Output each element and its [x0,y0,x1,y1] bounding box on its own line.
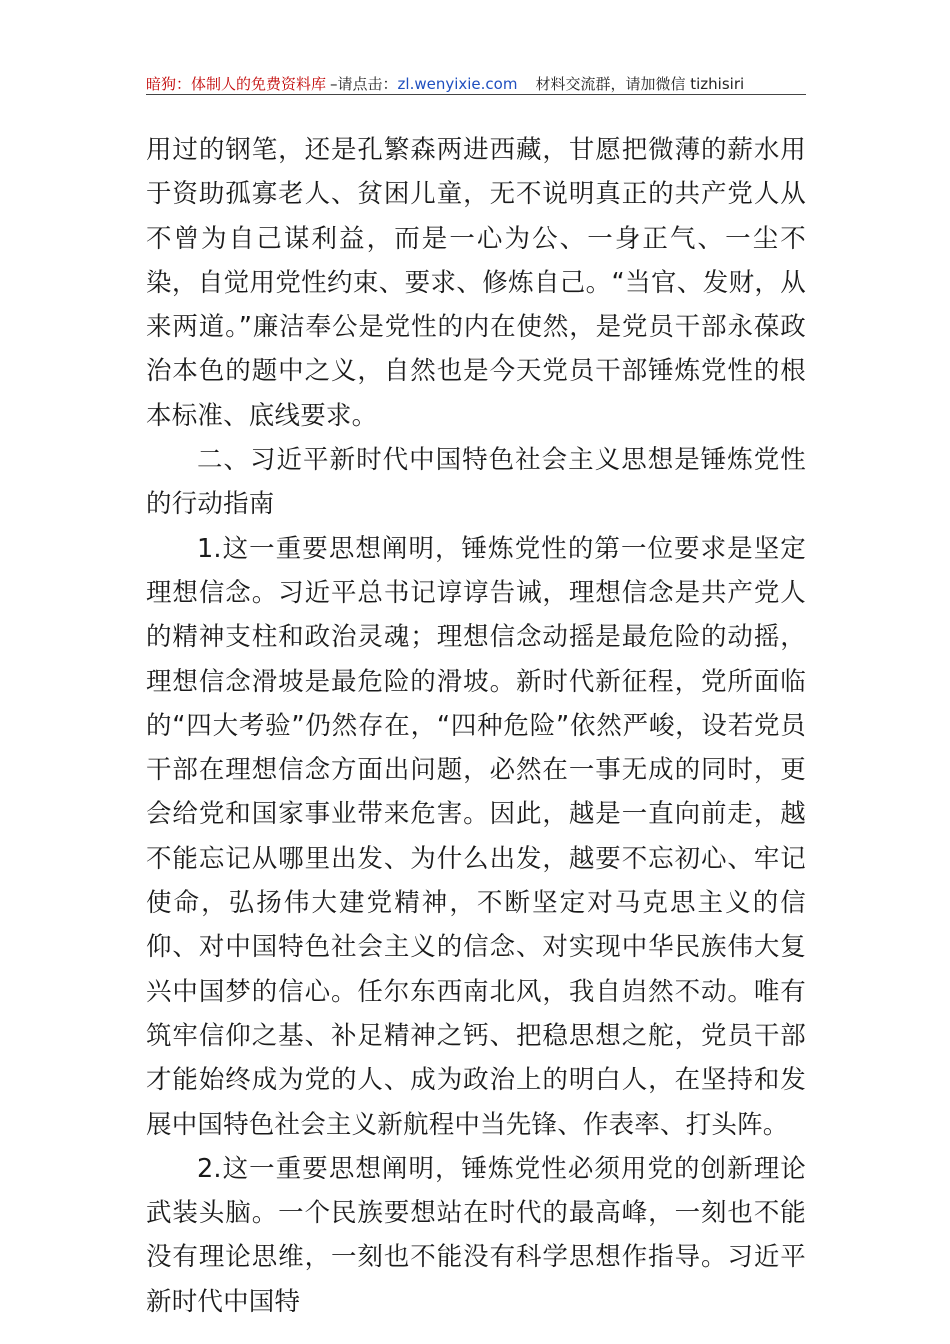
header-brand: 暗狗：体制人的免费资料库 [146,75,327,93]
page-header [146,70,806,95]
paragraph-point-2: 2.这一重要思想阐明，锤炼党性必须用党的创新理论武装头脑。一个民族要想站在时代的最高峰，一刻也不能没有理论思维，一刻也不能没有科学思想作指导。习近平新时代中国特 [146,1153,806,1317]
header-contact: 材料交流群，请加微信 tizhisiri [535,75,745,93]
paragraph-continuation: 用过的钢笔，还是孔繁森两进西藏，甘愿把微薄的薪水用于资助孤寡老人、贫困儿童，无不说明真正的共产党人从不曾为自己谋利益，而是一心为公、一身正气、一尘不染，自觉用党性约束、要求、修炼自己。“当官、发财，从来两道。”廉洁奉公是党性的内在使然，是党员干部永葆政治本色的题中之义，自然也是今天党员干部锤炼党性的根本标准、底线要求。 [146,135,806,431]
paragraph-point-1: 1.这一重要思想阐明，锤炼党性的第一位要求是坚定理想信念。习近平总书记谆谆告诫，理想信念是共产党人的精神支柱和政治灵魂；理想信念动摇是最危险的动摇，理想信念滑坡是最危险的滑坡。新时代新征程，党所面临的“四大考验”仍然存在，“四种危险”依然严峻，设若党员干部在理想信念方面出问题，必然在一事无成的同时，更会给党和国家事业带来危害。因此，越是一直向前走，越不能忘记从哪里出发、为什么出发，越要不忘初心、牢记使命，弘扬伟大建党精神，不断坚定对马克思主义的信仰、对中国特色社会主义的信念、对实现中华民族伟大复兴中国梦的信心。任尔东西南北风，我自岿然不动。唯有筑牢信仰之基、补足精神之钙、把稳思想之舵，党员干部才能始终成为党的人、成为政治上的明白人，在坚持和发展中国特色社会主义新航程中当先锋、作表率、打头阵。 [146,533,806,1140]
document-body [146,128,806,1324]
header-link[interactable]: zl.wenyixie.com [397,75,518,93]
header-separator: –请点击： [330,75,398,93]
section-heading: 二、习近平新时代中国特色社会主义思想是锤炼党性的行动指南 [146,445,806,520]
